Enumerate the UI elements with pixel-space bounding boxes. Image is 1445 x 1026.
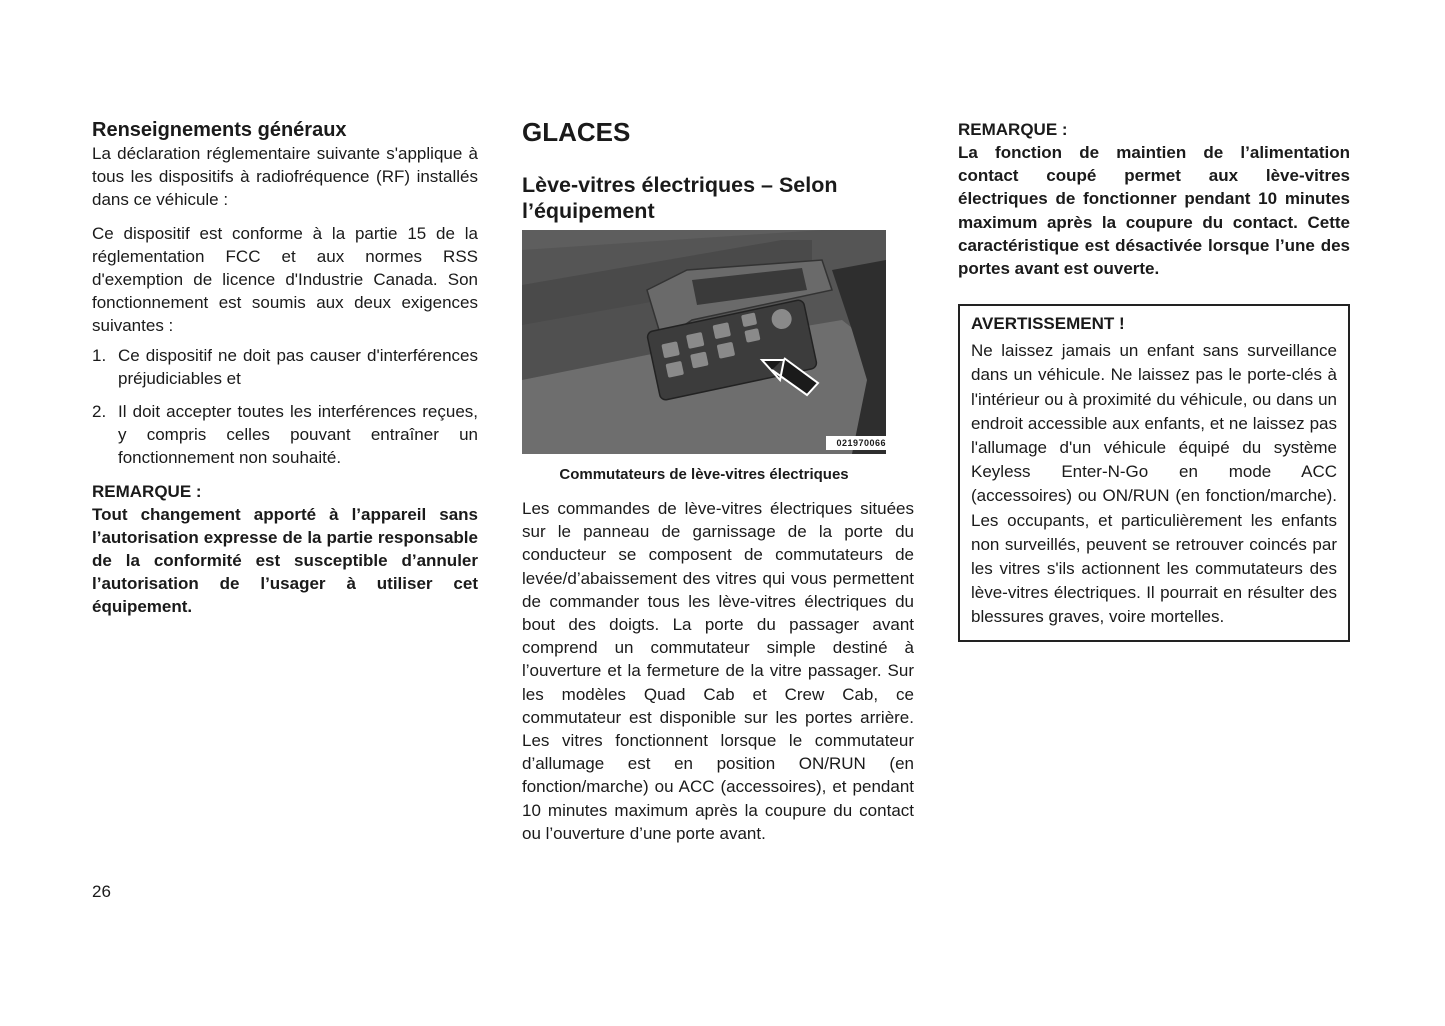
warning-box <box>958 304 1350 641</box>
rf-heading: Renseignements généraux <box>92 119 347 141</box>
note-text: Tout changement apporté à l’appareil sans l’autorisation expresse de la partie responsable de la conformité est susceptible d’annuler l’autorisation de l’usager à utiliser cet équipement. <box>92 504 478 617</box>
warning-text: Ne laissez jamais un enfant sans surveillance dans un véhicule. Ne laissez pas le porte-clés à l'intérieur ou à proximité du véhicule, ou dans un endroit accessible aux enfants, et ne laissez pas l'allumage d'un véhicule équipé du système Keyless Enter-N-Go en mode ACC (accessoires) ou ON/RUN (en fonction/marche). Les occupants, et particulièrement les enfants non surveillés, peuvent se retrouver coincés par les vitres s'ils actionnent les commutateurs des lève-vitres électriques. Il pourrait en résulter des blessures graves, voire mortelles. <box>971 341 1337 627</box>
door-panel-illustration <box>522 230 886 454</box>
list-number: 2. <box>92 402 107 422</box>
note-label: REMARQUE : <box>92 481 202 501</box>
section-title: GLACES <box>522 117 631 147</box>
subsection-title: Lève-vitres électriques – Selon l’équipement <box>522 173 838 223</box>
list-number: 1. <box>92 345 107 365</box>
figure-caption: Commutateurs de lève-vitres électriques <box>559 466 849 483</box>
middle-column <box>522 118 914 845</box>
note-label: REMARQUE : <box>958 120 1068 139</box>
conditions-list <box>92 344 478 470</box>
list-text: Il doit accepter toutes les interférences reçues, y compris celles pouvant entraîner un fonctionnement non souhaité. <box>118 402 478 468</box>
note-text: La fonction de maintien de l’alimentation contact coupé permet aux lève-vitres électriques de fonctionner pendant 10 minutes maximum après la coupure du contact. Cette caractéristique est désactivée lorsque l’une des portes avant est ouverte. <box>958 143 1350 279</box>
list-text: Ce dispositif ne doit pas causer d'interférences préjudiciables et <box>118 345 478 388</box>
warning-title: AVERTISSEMENT ! <box>971 314 1125 334</box>
list-item <box>92 400 478 470</box>
list-item <box>92 344 478 390</box>
left-column <box>92 118 478 619</box>
figure-code: 021970066 <box>826 436 886 450</box>
power-windows-body: Les commandes de lève-vitres électriques situées sur le panneau de garnissage de la porte du conducteur se composent de commutateurs de levée/d’abaissement des vitres qui vous permettent de commander tous les lève-vitres électriques du bout des doigts. La porte du passager avant comprend un commutateur simple destiné à l’ouverture et la fermeture de la vitre passager. Sur les modèles Quad Cab et Crew Cab, ce commutateur est disponible sur les portes arrière. Les vitres fonctionnent lorsque le commutateur d’allumage est en position ON/RUN (en fonction/marche) ou ACC (accessoires), et pendant 10 minutes maximum après la coupure du contact ou l’ouverture d’une porte avant. <box>522 499 914 843</box>
rf-compliance: Ce dispositif est conforme à la partie 15 de la réglementation FCC et aux normes RSS d'exemption de licence d'Industrie Canada. Son fonctionnement est soumis aux deux exigences suivantes : <box>92 223 478 336</box>
rf-intro: La déclaration réglementaire suivante s'applique à tous les dispositifs à radiofréquence (RF) installés dans ce véhicule : <box>92 144 478 210</box>
window-switch-figure <box>522 230 886 454</box>
right-column <box>958 118 1350 642</box>
page-number: 26 <box>92 882 111 901</box>
